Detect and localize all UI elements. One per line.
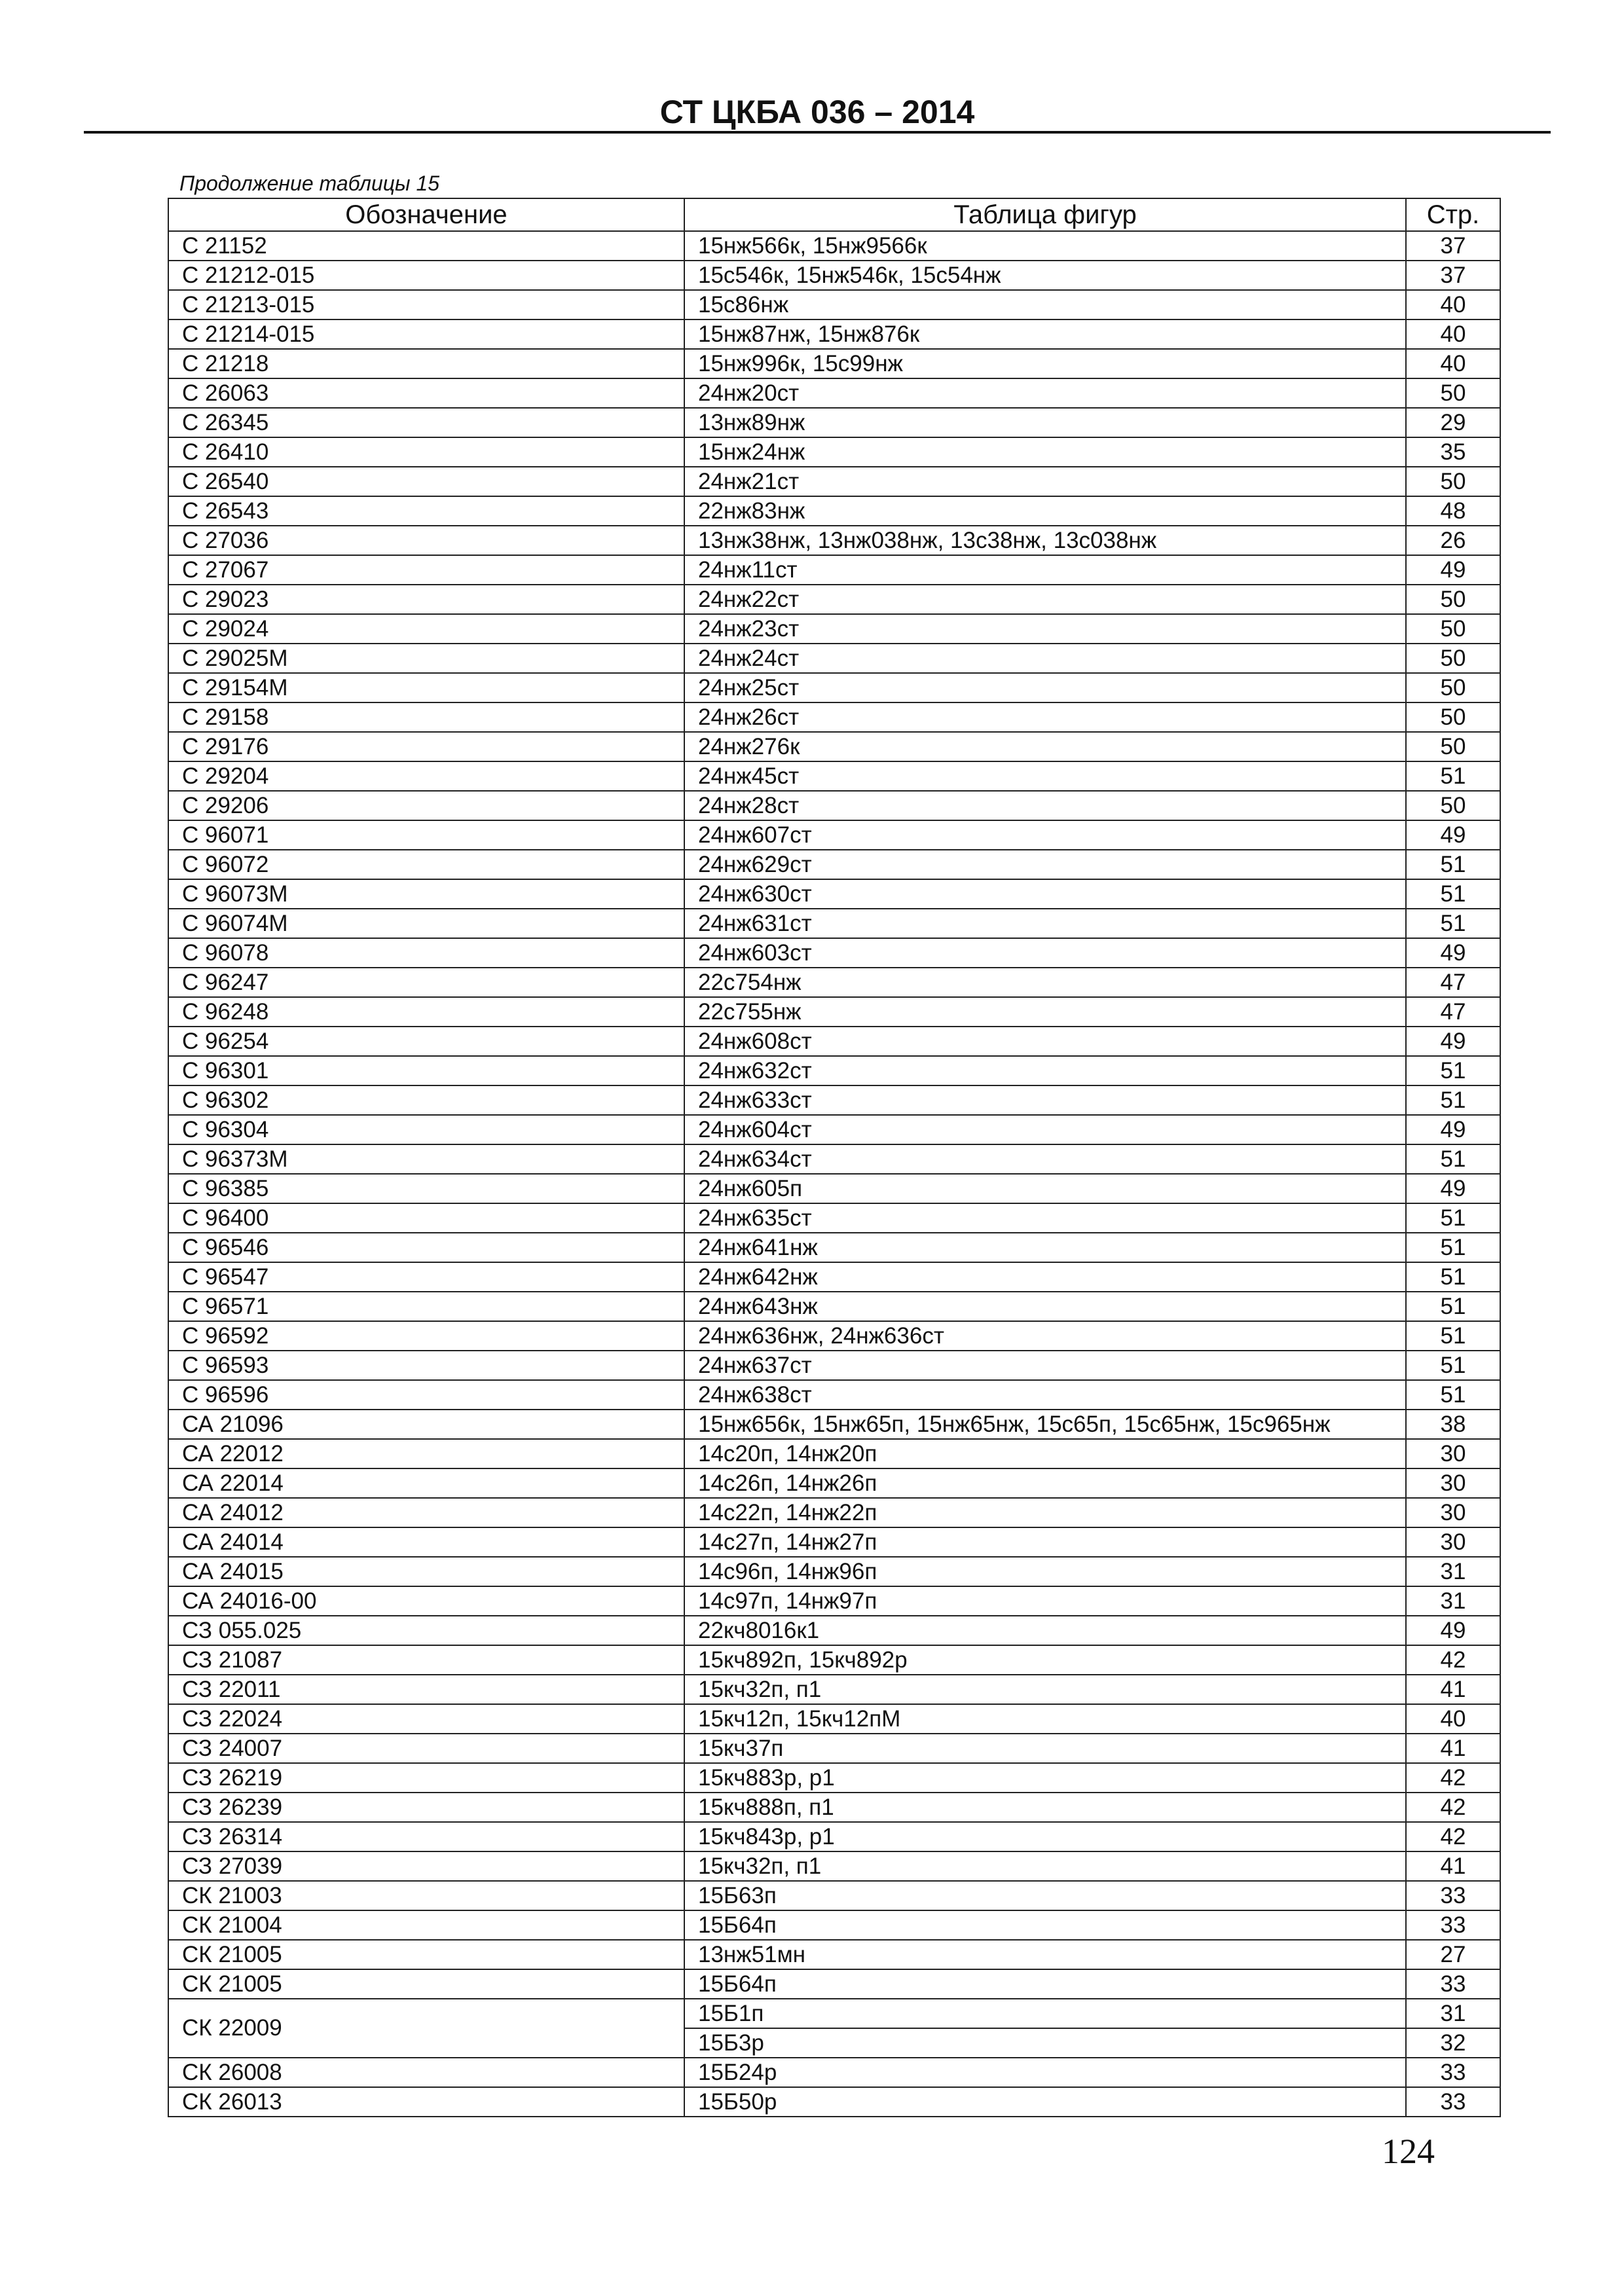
cell-figures: 24нж22ст xyxy=(684,585,1406,614)
table-row xyxy=(168,526,1500,555)
cell-figures: 24нж637ст xyxy=(684,1351,1406,1380)
cell-figures: 15кч888п, п1 xyxy=(684,1793,1406,1822)
cell-page: 50 xyxy=(1406,378,1500,408)
cell-designation: С 96073М xyxy=(168,879,684,909)
table-row xyxy=(168,879,1500,909)
table-row xyxy=(168,1468,1500,1498)
table-row xyxy=(168,1262,1500,1292)
cell-figures: 14с26п, 14нж26п xyxy=(684,1468,1406,1498)
cell-designation: СА 22012 xyxy=(168,1439,684,1468)
table-row xyxy=(168,437,1500,467)
cell-page: 37 xyxy=(1406,231,1500,261)
cell-designation: СЗ 24007 xyxy=(168,1734,684,1763)
cell-designation: СЗ 22011 xyxy=(168,1675,684,1704)
table-row xyxy=(168,1085,1500,1115)
cell-page: 51 xyxy=(1406,1233,1500,1262)
cell-designation: С 29154М xyxy=(168,673,684,702)
cell-figures: 24нж24ст xyxy=(684,644,1406,673)
cell-designation: СА 21096 xyxy=(168,1410,684,1439)
cell-page: 33 xyxy=(1406,2058,1500,2087)
cell-designation: С 29023 xyxy=(168,585,684,614)
cell-designation: С 96592 xyxy=(168,1321,684,1351)
cell-designation: С 21214-015 xyxy=(168,319,684,349)
table-row xyxy=(168,938,1500,968)
cell-figures: 22нж83нж xyxy=(684,496,1406,526)
cell-designation: С 29176 xyxy=(168,732,684,761)
table-row xyxy=(168,909,1500,938)
cell-designation: СЗ 26219 xyxy=(168,1763,684,1793)
cell-designation: СК 21005 xyxy=(168,1969,684,1999)
cell-page: 51 xyxy=(1406,1292,1500,1321)
table-row xyxy=(168,614,1500,644)
cell-designation: С 29025М xyxy=(168,644,684,673)
cell-figures: 13нж38нж, 13нж038нж, 13с38нж, 13с038нж xyxy=(684,526,1406,555)
table-row xyxy=(168,408,1500,437)
column-header-designation: Обозначение xyxy=(168,198,684,231)
cell-page: 51 xyxy=(1406,761,1500,791)
cell-page: 31 xyxy=(1406,1999,1500,2028)
table-row xyxy=(168,1174,1500,1203)
cell-page: 32 xyxy=(1406,2028,1500,2058)
table-row xyxy=(168,850,1500,879)
cell-designation: СК 21005 xyxy=(168,1940,684,1969)
cell-figures: 24нж634ст xyxy=(684,1144,1406,1174)
cell-designation: СЗ 22024 xyxy=(168,1704,684,1734)
cell-figures: 15с546к, 15нж546к, 15с54нж xyxy=(684,261,1406,290)
cell-designation: С 96302 xyxy=(168,1085,684,1115)
table-row xyxy=(168,585,1500,614)
table-row xyxy=(168,1822,1500,1851)
table-row xyxy=(168,1969,1500,1999)
table-row xyxy=(168,1233,1500,1262)
table-row xyxy=(168,1557,1500,1586)
cell-designation: С 26345 xyxy=(168,408,684,437)
table-row xyxy=(168,1586,1500,1616)
cell-figures: 15кч883р, р1 xyxy=(684,1763,1406,1793)
table-row xyxy=(168,1793,1500,1822)
cell-page: 49 xyxy=(1406,1027,1500,1056)
cell-page: 51 xyxy=(1406,1351,1500,1380)
cell-designation: С 96596 xyxy=(168,1380,684,1410)
cell-page: 47 xyxy=(1406,997,1500,1027)
cell-page: 49 xyxy=(1406,1174,1500,1203)
cell-designation: С 26410 xyxy=(168,437,684,467)
cell-page: 33 xyxy=(1406,2087,1500,2117)
table-row xyxy=(168,761,1500,791)
table-row xyxy=(168,997,1500,1027)
cell-figures: 24нж25ст xyxy=(684,673,1406,702)
cell-page: 49 xyxy=(1406,938,1500,968)
cell-page: 49 xyxy=(1406,820,1500,850)
cell-figures: 24нж632ст xyxy=(684,1056,1406,1085)
cell-page: 26 xyxy=(1406,526,1500,555)
cell-figures: 15кч32п, п1 xyxy=(684,1851,1406,1881)
cell-page: 50 xyxy=(1406,467,1500,496)
cell-designation: С 21152 xyxy=(168,231,684,261)
cell-designation: С 96373М xyxy=(168,1144,684,1174)
table-row xyxy=(168,290,1500,319)
cell-page: 51 xyxy=(1406,909,1500,938)
table-row xyxy=(168,1704,1500,1734)
cell-figures: 24нж629ст xyxy=(684,850,1406,879)
cell-page: 51 xyxy=(1406,1262,1500,1292)
table-row xyxy=(168,261,1500,290)
cell-figures: 22с754нж xyxy=(684,968,1406,997)
table-row xyxy=(168,231,1500,261)
cell-page: 29 xyxy=(1406,408,1500,437)
table-row xyxy=(168,1763,1500,1793)
cell-designation: СЗ 21087 xyxy=(168,1645,684,1675)
cell-figures: 15нж996к, 15с99нж xyxy=(684,349,1406,378)
cell-designation: СК 26013 xyxy=(168,2087,684,2117)
cell-figures: 14с20п, 14нж20п xyxy=(684,1439,1406,1468)
cell-figures: 24нж641нж xyxy=(684,1233,1406,1262)
table-row xyxy=(168,349,1500,378)
header-rule xyxy=(84,131,1551,134)
cell-page: 49 xyxy=(1406,555,1500,585)
cell-figures: 24нж21ст xyxy=(684,467,1406,496)
cell-figures: 24нж276к xyxy=(684,732,1406,761)
table-row xyxy=(168,1881,1500,1910)
cell-figures: 24нж643нж xyxy=(684,1292,1406,1321)
cell-figures: 13нж89нж xyxy=(684,408,1406,437)
cell-designation: С 27067 xyxy=(168,555,684,585)
cell-page: 31 xyxy=(1406,1586,1500,1616)
table-row xyxy=(168,1056,1500,1085)
cell-designation: СА 24012 xyxy=(168,1498,684,1527)
table-row xyxy=(168,1527,1500,1557)
table-row xyxy=(168,1439,1500,1468)
cell-figures: 15нж566к, 15нж9566к xyxy=(684,231,1406,261)
cell-designation: С 96301 xyxy=(168,1056,684,1085)
table-row xyxy=(168,791,1500,820)
cell-figures: 13нж51мн xyxy=(684,1940,1406,1969)
cell-designation: С 26543 xyxy=(168,496,684,526)
document-header: СТ ЦКБА 036 – 2014 xyxy=(659,94,975,130)
cell-page: 50 xyxy=(1406,644,1500,673)
cell-designation: С 96072 xyxy=(168,850,684,879)
cell-designation: С 27036 xyxy=(168,526,684,555)
cell-page: 41 xyxy=(1406,1675,1500,1704)
table-row xyxy=(168,732,1500,761)
cell-figures: 15Б3р xyxy=(684,2028,1406,2058)
cell-page: 49 xyxy=(1406,1115,1500,1144)
cell-figures: 15Б24р xyxy=(684,2058,1406,2087)
cell-page: 40 xyxy=(1406,1704,1500,1734)
cell-page: 30 xyxy=(1406,1439,1500,1468)
cell-designation: С 21213-015 xyxy=(168,290,684,319)
table-row xyxy=(168,1321,1500,1351)
table-row xyxy=(168,644,1500,673)
table-row xyxy=(168,1027,1500,1056)
cell-page: 49 xyxy=(1406,1616,1500,1645)
cell-designation: СА 24016-00 xyxy=(168,1586,684,1616)
cell-figures: 24нж608ст xyxy=(684,1027,1406,1056)
cell-page: 47 xyxy=(1406,968,1500,997)
cell-designation: С 21218 xyxy=(168,349,684,378)
cell-page: 51 xyxy=(1406,1321,1500,1351)
cell-designation: СК 21004 xyxy=(168,1910,684,1940)
cell-figures: 24нж635ст xyxy=(684,1203,1406,1233)
cell-designation: СЗ 26239 xyxy=(168,1793,684,1822)
cell-figures: 24нж23ст xyxy=(684,614,1406,644)
cell-page: 30 xyxy=(1406,1498,1500,1527)
cell-figures: 24нж605п xyxy=(684,1174,1406,1203)
cell-figures: 24нж638ст xyxy=(684,1380,1406,1410)
table-body xyxy=(168,231,1500,2117)
cell-figures: 15с86нж xyxy=(684,290,1406,319)
cell-figures: 24нж26ст xyxy=(684,702,1406,732)
cell-designation: С 96071 xyxy=(168,820,684,850)
cell-designation: С 96254 xyxy=(168,1027,684,1056)
cell-designation: СЗ 055.025 xyxy=(168,1616,684,1645)
cell-designation: С 96247 xyxy=(168,968,684,997)
cell-figures: 24нж28ст xyxy=(684,791,1406,820)
cell-page: 41 xyxy=(1406,1851,1500,1881)
cell-designation: С 29204 xyxy=(168,761,684,791)
table-row xyxy=(168,1734,1500,1763)
cell-figures: 24нж607ст xyxy=(684,820,1406,850)
cell-designation: СЗ 27039 xyxy=(168,1851,684,1881)
cell-page: 40 xyxy=(1406,349,1500,378)
cell-figures: 24нж604ст xyxy=(684,1115,1406,1144)
table-row xyxy=(168,2087,1500,2117)
cell-page: 42 xyxy=(1406,1822,1500,1851)
cell-designation: С 96571 xyxy=(168,1292,684,1321)
cell-figures: 15кч843р, р1 xyxy=(684,1822,1406,1851)
cell-figures: 15нж87нж, 15нж876к xyxy=(684,319,1406,349)
cell-figures: 15Б64п xyxy=(684,1910,1406,1940)
table-row-merged-top xyxy=(168,1999,1500,2028)
cell-page: 51 xyxy=(1406,1056,1500,1085)
cell-figures: 14с22п, 14нж22п xyxy=(684,1498,1406,1527)
table-row xyxy=(168,1498,1500,1527)
cell-designation: С 26063 xyxy=(168,378,684,408)
cell-designation: С 21212-015 xyxy=(168,261,684,290)
table-row xyxy=(168,1851,1500,1881)
table-row xyxy=(168,1675,1500,1704)
table-row xyxy=(168,1115,1500,1144)
cell-page: 33 xyxy=(1406,1910,1500,1940)
cell-designation: С 29024 xyxy=(168,614,684,644)
cell-designation: С 96304 xyxy=(168,1115,684,1144)
cell-designation: С 29158 xyxy=(168,702,684,732)
cell-figures: 22с755нж xyxy=(684,997,1406,1027)
table-row xyxy=(168,1910,1500,1940)
table-row xyxy=(168,820,1500,850)
table-row xyxy=(168,1410,1500,1439)
cell-designation: С 96385 xyxy=(168,1174,684,1203)
table-row xyxy=(168,2058,1500,2087)
cell-figures: 14с97п, 14нж97п xyxy=(684,1586,1406,1616)
cell-page: 50 xyxy=(1406,732,1500,761)
cell-designation: СК 21003 xyxy=(168,1881,684,1910)
cell-figures: 24нж631ст xyxy=(684,909,1406,938)
cell-page: 51 xyxy=(1406,879,1500,909)
cell-figures: 15кч32п, п1 xyxy=(684,1675,1406,1704)
cell-page: 41 xyxy=(1406,1734,1500,1763)
cell-designation: СЗ 26314 xyxy=(168,1822,684,1851)
cell-figures: 15Б64п xyxy=(684,1969,1406,1999)
cell-designation: С 26540 xyxy=(168,467,684,496)
table-row xyxy=(168,467,1500,496)
cell-page: 51 xyxy=(1406,1085,1500,1115)
cell-page: 50 xyxy=(1406,673,1500,702)
table-header-row xyxy=(168,198,1500,231)
cell-figures: 15нж656к, 15нж65п, 15нж65нж, 15с65п, 15с65нж, 15с965нж xyxy=(684,1410,1406,1439)
cell-page: 42 xyxy=(1406,1645,1500,1675)
table-row xyxy=(168,319,1500,349)
cell-page: 50 xyxy=(1406,585,1500,614)
cell-page: 48 xyxy=(1406,496,1500,526)
cell-figures: 24нж642нж xyxy=(684,1262,1406,1292)
cell-page: 30 xyxy=(1406,1468,1500,1498)
table-row xyxy=(168,968,1500,997)
cell-figures: 22кч8016к1 xyxy=(684,1616,1406,1645)
cell-page: 50 xyxy=(1406,791,1500,820)
cell-figures: 15кч892п, 15кч892р xyxy=(684,1645,1406,1675)
cell-figures: 14с96п, 14нж96п xyxy=(684,1557,1406,1586)
cell-figures: 15Б1п xyxy=(684,1999,1406,2028)
table-row xyxy=(168,1203,1500,1233)
cell-figures: 15Б63п xyxy=(684,1881,1406,1910)
column-header-figures: Таблица фигур xyxy=(684,198,1406,231)
table-row xyxy=(168,1351,1500,1380)
table-caption: Продолжение таблицы 15 xyxy=(179,172,440,195)
cell-figures: 15Б50р xyxy=(684,2087,1406,2117)
cell-page: 35 xyxy=(1406,437,1500,467)
cell-designation: СК 22009 xyxy=(168,1999,684,2058)
table-row xyxy=(168,1616,1500,1645)
table-row xyxy=(168,673,1500,702)
cell-figures: 15нж24нж xyxy=(684,437,1406,467)
cell-page: 27 xyxy=(1406,1940,1500,1969)
cell-figures: 24нж45ст xyxy=(684,761,1406,791)
table-row xyxy=(168,1645,1500,1675)
cell-figures: 24нж633ст xyxy=(684,1085,1406,1115)
cell-page: 51 xyxy=(1406,1380,1500,1410)
cell-page: 30 xyxy=(1406,1527,1500,1557)
table-row xyxy=(168,702,1500,732)
cell-designation: С 29206 xyxy=(168,791,684,820)
cell-page: 31 xyxy=(1406,1557,1500,1586)
table-row xyxy=(168,1380,1500,1410)
column-header-page: Стр. xyxy=(1406,198,1500,231)
table-row xyxy=(168,555,1500,585)
cell-page: 51 xyxy=(1406,850,1500,879)
cell-page: 33 xyxy=(1406,1969,1500,1999)
cell-designation: С 96078 xyxy=(168,938,684,968)
cell-designation: С 96074М xyxy=(168,909,684,938)
cell-page: 38 xyxy=(1406,1410,1500,1439)
cell-page: 42 xyxy=(1406,1793,1500,1822)
cell-page: 40 xyxy=(1406,319,1500,349)
table-row xyxy=(168,1292,1500,1321)
cell-page: 42 xyxy=(1406,1763,1500,1793)
cell-designation: СК 26008 xyxy=(168,2058,684,2087)
table-row xyxy=(168,1144,1500,1174)
cell-designation: СА 22014 xyxy=(168,1468,684,1498)
cell-page: 50 xyxy=(1406,614,1500,644)
cell-designation: С 96547 xyxy=(168,1262,684,1292)
cell-page: 50 xyxy=(1406,702,1500,732)
cell-designation: С 96400 xyxy=(168,1203,684,1233)
cell-figures: 24нж603ст xyxy=(684,938,1406,968)
cell-figures: 24нж636нж, 24нж636ст xyxy=(684,1321,1406,1351)
cell-figures: 15кч37п xyxy=(684,1734,1406,1763)
table-row xyxy=(168,378,1500,408)
cell-figures: 24нж20ст xyxy=(684,378,1406,408)
cell-designation: С 96593 xyxy=(168,1351,684,1380)
cell-page: 33 xyxy=(1406,1881,1500,1910)
cell-designation: СА 24015 xyxy=(168,1557,684,1586)
table-row xyxy=(168,496,1500,526)
cell-page: 51 xyxy=(1406,1144,1500,1174)
page-number: 124 xyxy=(1382,2132,1435,2171)
cell-figures: 15кч12п, 15кч12пМ xyxy=(684,1704,1406,1734)
cell-page: 40 xyxy=(1406,290,1500,319)
cell-designation: СА 24014 xyxy=(168,1527,684,1557)
cell-designation: С 96248 xyxy=(168,997,684,1027)
cell-figures: 24нж11ст xyxy=(684,555,1406,585)
table-row xyxy=(168,1940,1500,1969)
cell-page: 37 xyxy=(1406,261,1500,290)
designation-table xyxy=(168,198,1501,2117)
cell-page: 51 xyxy=(1406,1203,1500,1233)
cell-figures: 24нж630ст xyxy=(684,879,1406,909)
cell-figures: 14с27п, 14нж27п xyxy=(684,1527,1406,1557)
cell-designation: С 96546 xyxy=(168,1233,684,1262)
